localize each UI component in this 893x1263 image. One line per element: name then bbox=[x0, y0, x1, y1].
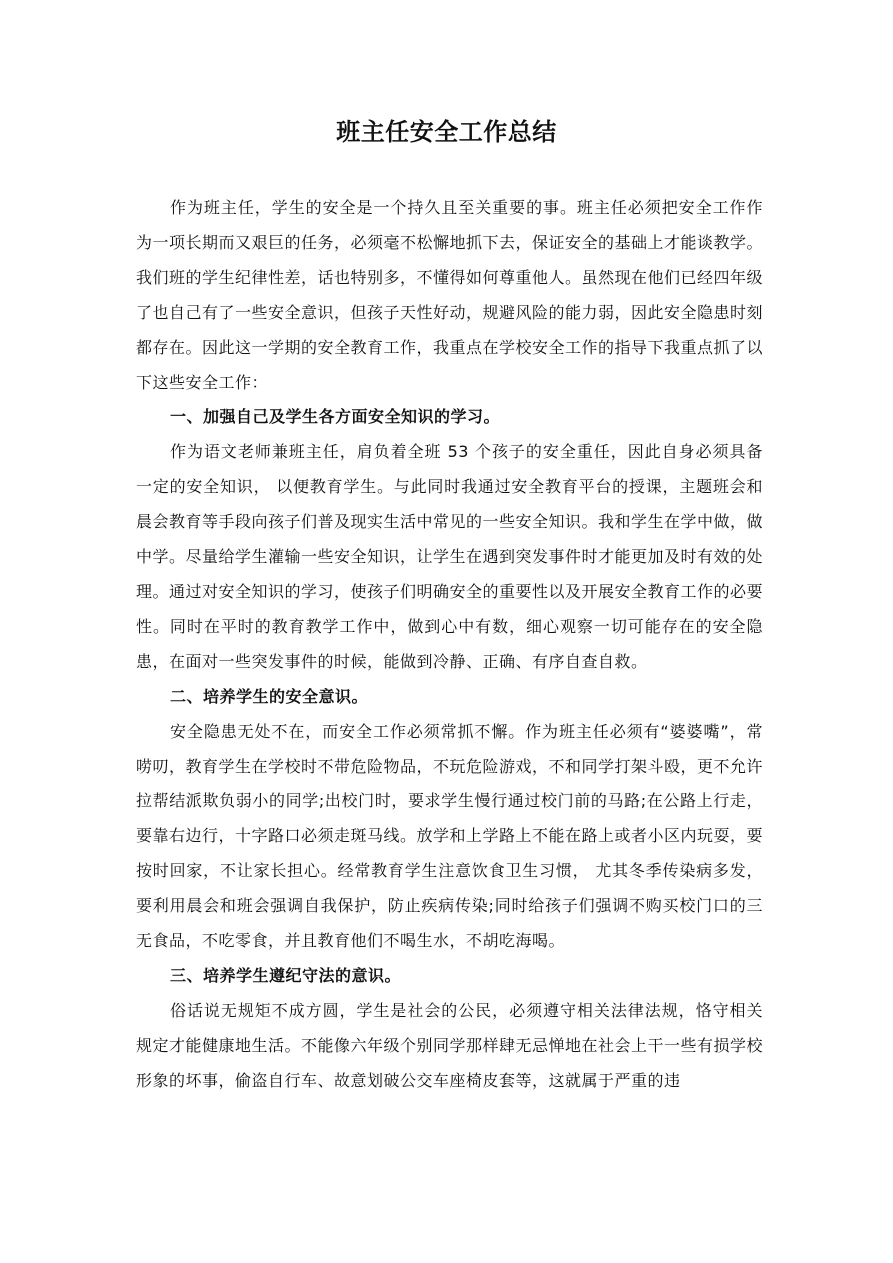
section-heading-3: 三、培养学生遵纪守法的意识。 bbox=[170, 965, 402, 985]
section-body-3: 俗话说无规矩不成方圆，学生是社会的公民，必须遵守相关法律法规，恪守相关规定才能健康地生活。不能像六年级个别同学那样肆无忌惮地在社会上干一些有损学校形象的坏事，偷盗自行车、故意划破公交车座椅皮套等，这就属于严重的违 bbox=[136, 1000, 764, 1090]
section-body-2: 安全隐患无处不在，而安全工作必须常抓不懈。作为班主任必须有“婆婆嘴”，常唠叨，教育学生在学校时不带危险物品，不玩危险游戏，不和同学打架斗殴，更不允许拉帮结派欺负弱小的同学;出校门时，要求学生慢行通过校门前的马路;在公路上行走，要靠右边行，十字路口必须走斑马线。放学和上学路上不能在路上或者小区内玩耍，要按时回家，不让家长担心。经常教育学生注意饮食卫生习惯， 尤其冬季传染病多发，要利用晨会和班会强调自我保护，防止疾病传染;同时给孩子们强调不购买校门口的三无食品，不吃零食，并且教育他们不喝生水，不胡吃海喝。 bbox=[136, 721, 764, 951]
document-body bbox=[136, 191, 763, 1099]
document-title: 班主任安全工作总结 bbox=[336, 118, 557, 146]
section-heading-1: 一、加强自己及学生各方面安全知识的学习。 bbox=[170, 407, 501, 427]
intro-paragraph: 作为班主任，学生的安全是一个持久且至关重要的事。班主任必须把安全工作作为一项长期而又艰巨的任务，必须毫不松懈地抓下去，保证安全的基础上才能谈教学。我们班的学生纪律性差，话也特别多，不懂得如何尊重他人。虽然现在他们已经四年级了也自己有了一些安全意识，但孩子天性好动，规避风险的能力弱，因此安全隐患时刻都存在。因此这一学期的安全教育工作，我重点在学校安全工作的指导下我重点抓了以下这些安全工作： bbox=[136, 198, 764, 392]
section-body-1: 作为语文老师兼班主任，肩负着全班 53 个孩子的安全重任，因此自身必须具备一定的安全知识， 以便教育学生。与此同时我通过安全教育平台的授课，主题班会和晨会教育等手段向孩子们普及现实生活中常见的一些安全知识。我和学生在学中做，做中学。尽量给学生灌输一些安全知识，让学生在遇到突发事件时才能更加及时有效的处理。通过对安全知识的学习，使孩子们明确安全的重要性以及开展安全教育工作的必要性。同时在平时的教育教学工作中，做到心中有数，细心观察一切可能存在的安全隐患，在面对一些突发事件的时候，能做到冷静、正确、有序自查自救。 bbox=[136, 442, 764, 671]
section-heading-2: 二、培养学生的安全意识。 bbox=[170, 686, 369, 706]
